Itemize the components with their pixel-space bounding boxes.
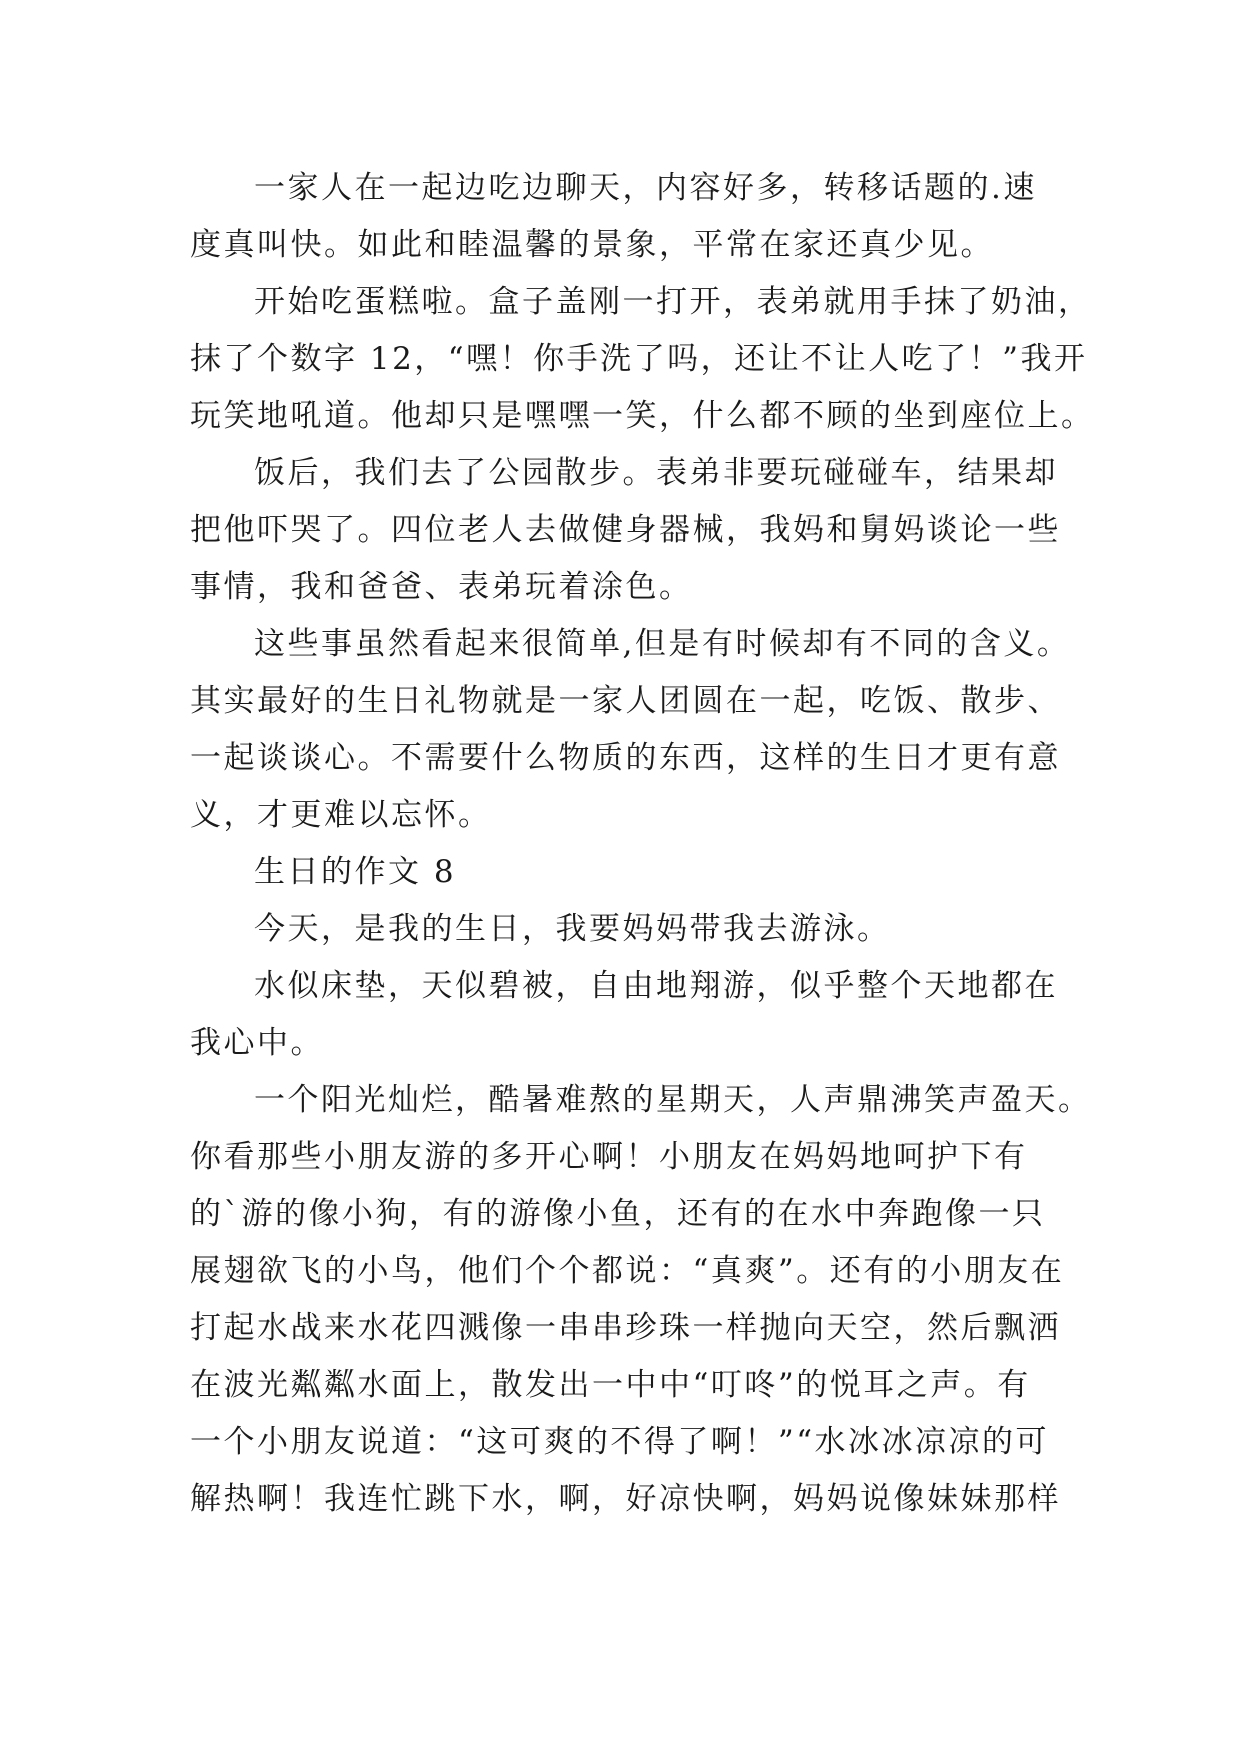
text-line: 饭后，我们去了公园散步。表弟非要玩碰碰车，结果却	[254, 455, 1058, 491]
section-heading: 生日的作文 8	[254, 854, 457, 890]
text-line: 度真叫快。如此和睦温馨的景象，平常在家还真少见。	[190, 227, 994, 263]
text-line: 我心中。	[190, 1025, 324, 1061]
text-line: 把他吓哭了。四位老人去做健身器械，我妈和舅妈谈论一些	[190, 512, 1061, 548]
text-line: 玩笑地吼道。他却只是嘿嘿一笑，什么都不顾的坐到座位上。	[190, 398, 1095, 434]
text-line: 水似床垫，天似碧被，自由地翔游，似乎整个天地都在	[254, 968, 1058, 1004]
text-line: 事情，我和爸爸、表弟玩着涂色。	[190, 569, 693, 605]
text-line: 一个小朋友说道：“这可爽的不得了啊！”“水冰冰凉凉的可	[190, 1424, 1050, 1460]
text-line: 今天，是我的生日，我要妈妈带我去游泳。	[254, 911, 891, 947]
text-line: 展翅欲飞的小鸟，他们个个都说：“真爽”。还有的小朋友在	[190, 1253, 1065, 1289]
text-line: 其实最好的生日礼物就是一家人团圆在一起，吃饭、散步、	[190, 683, 1061, 719]
text-line: 开始吃蛋糕啦。盒子盖刚一打开，表弟就用手抹了奶油，	[254, 284, 1092, 320]
text-line: 抹了个数字 12，“嘿！你手洗了吗，还让不让人吃了！”我开	[190, 341, 1088, 377]
text-line: 在波光粼粼水面上，散发出一中中“叮咚”的悦耳之声。有	[190, 1367, 1031, 1403]
text-line: 这些事虽然看起来很简单,但是有时候却有不同的含义。	[254, 626, 1071, 662]
text-line: 一家人在一起边吃边聊天，内容好多，转移话题的.速	[254, 170, 1037, 206]
text-line: 义，才更难以忘怀。	[190, 797, 492, 833]
document-body	[190, 160, 1095, 1528]
text-line: 一个阳光灿烂，酷暑难熬的星期天，人声鼎沸笑声盈天。	[254, 1082, 1092, 1118]
text-line: 的`游的像小狗，有的游像小鱼，还有的在水中奔跑像一只	[190, 1196, 1046, 1232]
text-line: 你看那些小朋友游的多开心啊！小朋友在妈妈地呵护下有	[190, 1139, 1028, 1175]
text-line: 打起水战来水花四溅像一串串珍珠一样抛向天空，然后飘洒	[190, 1310, 1061, 1346]
text-line: 解热啊！我连忙跳下水，啊，好凉快啊，妈妈说像妹妹那样	[190, 1481, 1061, 1517]
text-line: 一起谈谈心。不需要什么物质的东西，这样的生日才更有意	[190, 740, 1061, 776]
